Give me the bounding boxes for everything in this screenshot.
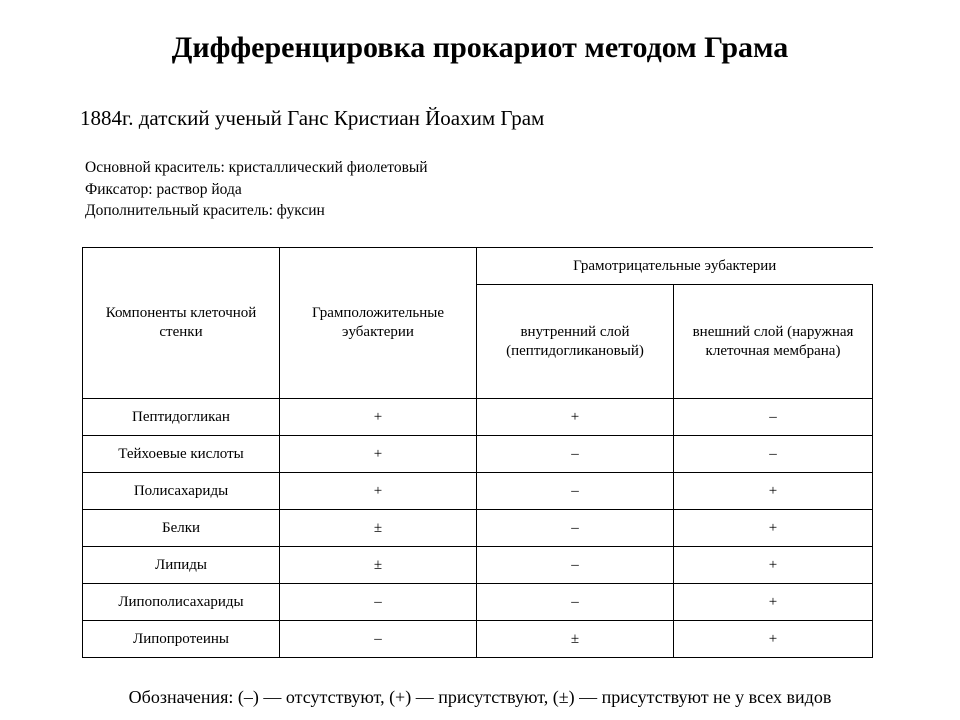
cell-component: Липополисахариды bbox=[83, 584, 280, 621]
cell-outer-layer: + bbox=[674, 473, 873, 510]
cell-inner-layer: – bbox=[477, 584, 674, 621]
cell-inner-layer: – bbox=[477, 473, 674, 510]
cell-inner-layer: – bbox=[477, 436, 674, 473]
cell-inner-layer: + bbox=[477, 399, 674, 436]
cell-component: Пептидогликан bbox=[83, 399, 280, 436]
header-components: Компоненты клеточной стенки bbox=[83, 248, 280, 399]
table-row bbox=[83, 436, 873, 473]
primary-dye-line: Основной краситель: кристаллический фиолетовый bbox=[85, 159, 428, 176]
cell-outer-layer: + bbox=[674, 547, 873, 584]
cell-gram-positive: + bbox=[280, 473, 477, 510]
cell-gram-positive: ± bbox=[280, 510, 477, 547]
dyes-list bbox=[85, 157, 428, 222]
cell-inner-layer: – bbox=[477, 510, 674, 547]
fixative-line: Фиксатор: раствор йода bbox=[85, 180, 242, 198]
page-title: Дифференцировка прокариот методом Грама bbox=[171, 31, 789, 64]
cell-gram-positive: ± bbox=[280, 547, 477, 584]
cell-component: Липопротеины bbox=[83, 621, 280, 658]
table-row bbox=[83, 621, 873, 658]
cell-component: Липиды bbox=[83, 547, 280, 584]
header-inner-layer: внутренний слой (пептидогликановый) bbox=[477, 285, 674, 399]
gram-table bbox=[82, 247, 873, 658]
cell-component: Тейхоевые кислоты bbox=[83, 436, 280, 473]
cell-outer-layer: + bbox=[674, 621, 873, 658]
cell-outer-layer: – bbox=[674, 399, 873, 436]
cell-gram-positive: + bbox=[280, 436, 477, 473]
cell-component: Полисахариды bbox=[83, 473, 280, 510]
cell-inner-layer: ± bbox=[477, 621, 674, 658]
table-row bbox=[83, 547, 873, 584]
cell-inner-layer: – bbox=[477, 547, 674, 584]
table-row bbox=[83, 584, 873, 621]
subtitle: 1884г. датский ученый Ганс Кристиан Йоахим Грам bbox=[80, 106, 545, 130]
table-row bbox=[83, 510, 873, 547]
cell-component: Белки bbox=[83, 510, 280, 547]
table-body bbox=[83, 399, 873, 658]
counterstain-line: Дополнительный краситель: фуксин bbox=[85, 202, 325, 219]
cell-gram-positive: – bbox=[280, 584, 477, 621]
table-row bbox=[83, 473, 873, 510]
cell-outer-layer: – bbox=[674, 436, 873, 473]
cell-gram-positive: – bbox=[280, 621, 477, 658]
cell-outer-layer: + bbox=[674, 510, 873, 547]
table-row bbox=[83, 399, 873, 436]
header-gram-negative: Грамотрицательные эубактерии bbox=[477, 248, 873, 285]
header-outer-layer: внешний слой (наружная клеточная мембрана) bbox=[674, 285, 873, 399]
cell-outer-layer: + bbox=[674, 584, 873, 621]
cell-gram-positive: + bbox=[280, 399, 477, 436]
header-gram-positive: Грамположительные эубактерии bbox=[280, 248, 477, 399]
legend: Обозначения: (–) — отсутствуют, (+) — присутствуют, (±) — присутствуют не у всех видов bbox=[128, 687, 832, 707]
